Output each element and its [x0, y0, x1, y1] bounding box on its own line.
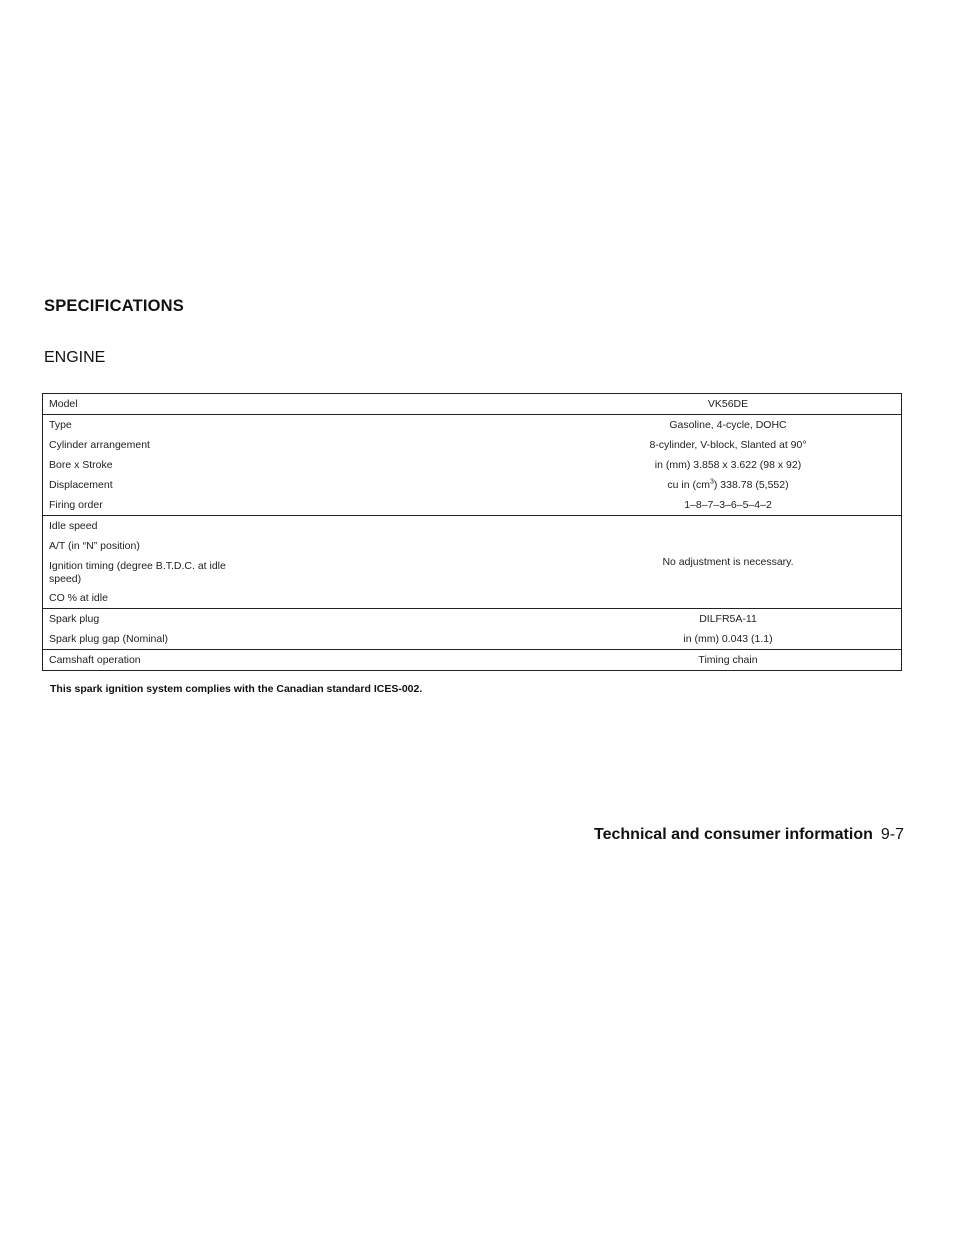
compliance-note: This spark ignition system complies with the Canadian standard ICES-002.: [50, 683, 423, 695]
table-group-idle: [43, 515, 901, 608]
table-group-camshaft: [43, 649, 901, 670]
table-row: [43, 536, 901, 556]
cylinder-arrangement-label: Cylinder arrangement: [49, 439, 150, 451]
table-row: [43, 475, 901, 495]
displacement-value: [513, 479, 943, 491]
idle-speed-label: Idle speed: [49, 520, 98, 532]
table-group-spark: [43, 608, 901, 649]
cylinder-arrangement-value: 8-cylinder, V-block, Slanted at 90°: [649, 439, 807, 451]
table-row: [43, 455, 901, 475]
footer-title: Technical and consumer information: [594, 826, 873, 843]
table-row: [43, 415, 901, 435]
spark-plug-label: Spark plug: [49, 613, 100, 625]
table-row: [43, 495, 901, 515]
model-label: Model: [49, 398, 78, 410]
bore-stroke-value: in (mm) 3.858 x 3.622 (98 x 92): [654, 459, 802, 471]
bore-stroke-label: Bore x Stroke: [49, 459, 113, 471]
co-idle-label: CO % at idle: [49, 592, 108, 604]
table-row: [43, 435, 901, 455]
table-group-engine-basics: [43, 414, 901, 515]
engine-spec-table: [42, 393, 902, 671]
page-footer: [594, 826, 904, 844]
displacement-value-suffix: ) 338.78 (5,552): [713, 479, 789, 491]
page-number: 9-7: [880, 826, 904, 843]
type-label: Type: [49, 419, 72, 431]
firing-order-label: Firing order: [49, 499, 103, 511]
model-value: VK56DE: [707, 398, 749, 410]
ignition-timing-label: Ignition timing (degree B.T.D.C. at idle speed): [49, 560, 226, 585]
table-row: [43, 588, 901, 608]
table-row: [43, 629, 901, 649]
camshaft-operation-value: Timing chain: [698, 654, 758, 666]
table-row: [43, 516, 901, 536]
table-row: [43, 650, 901, 670]
at-position-label: A/T (in “N” position): [49, 540, 140, 552]
firing-order-value: 1–8–7–3–6–5–4–2: [684, 499, 772, 511]
table-row: [43, 394, 901, 414]
spark-plug-gap-value: in (mm) 0.043 (1.1): [683, 633, 773, 645]
type-value: Gasoline, 4-cycle, DOHC: [669, 419, 787, 431]
no-adjustment-value: No adjustment is necessary.: [662, 556, 794, 568]
spark-plug-value: DILFR5A-11: [699, 613, 757, 625]
section-title: SPECIFICATIONS: [44, 297, 185, 315]
displacement-label: Displacement: [49, 479, 113, 491]
spark-plug-gap-label: Spark plug gap (Nominal): [49, 633, 169, 645]
subsection-title: ENGINE: [44, 349, 106, 366]
displacement-value-sup: 3: [709, 478, 714, 486]
table-row: [43, 609, 901, 629]
table-group-model: [43, 394, 901, 414]
camshaft-operation-label: Camshaft operation: [49, 654, 141, 666]
displacement-value-prefix: cu in (cm: [667, 479, 710, 491]
